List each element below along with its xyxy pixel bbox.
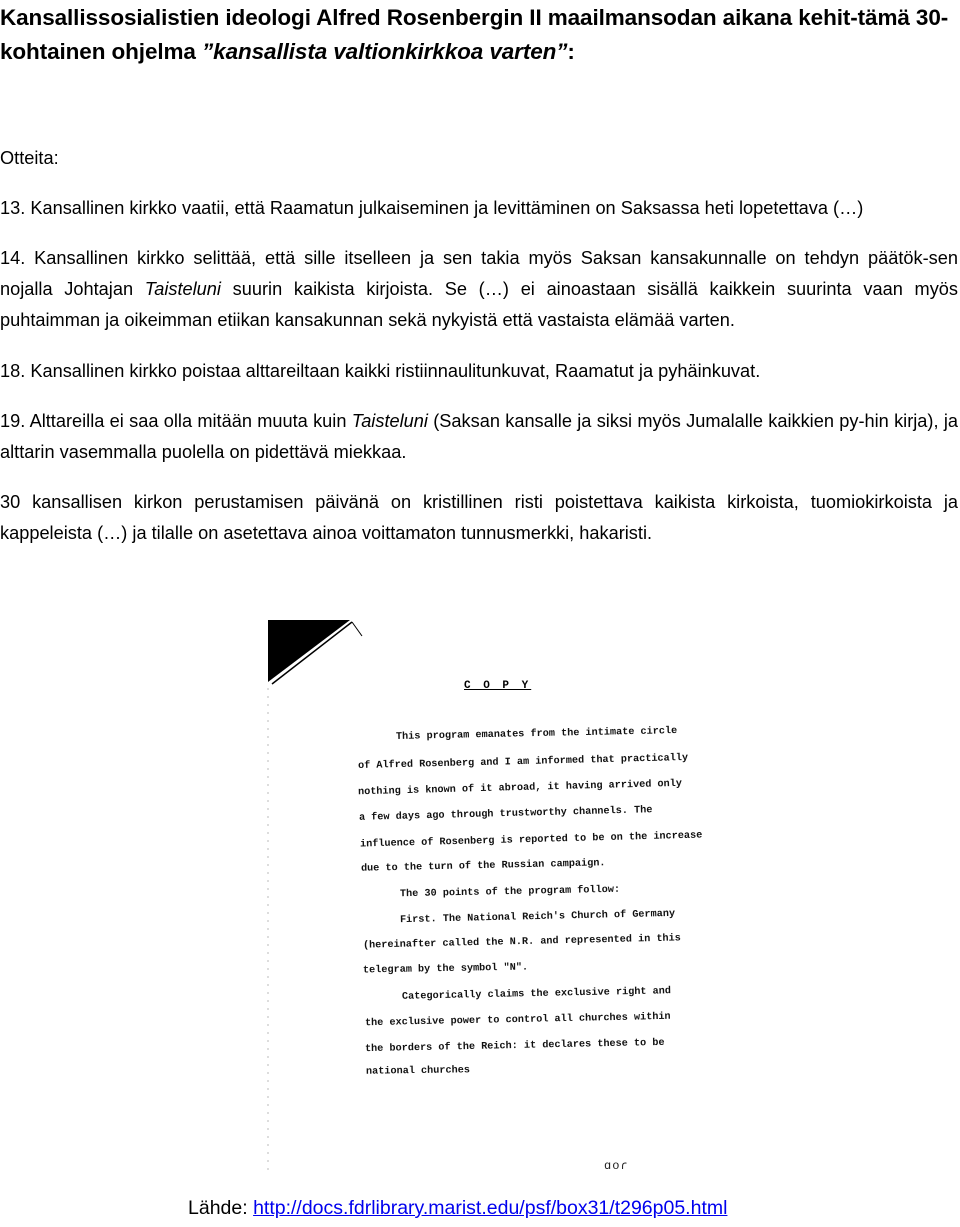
scan-line: of Alfred Rosenberg and I am informed that practically: [357, 752, 689, 773]
source-line: [188, 1193, 727, 1223]
scan-line: influence of Rosenberg is reported to be on the increase: [359, 830, 703, 851]
scan-line: (hereinafter called the N.R. and represented in this: [362, 933, 681, 952]
scan-line: the exclusive power to control all churches within: [364, 1011, 671, 1030]
page-title: [0, 1, 958, 69]
title-italic-text: ”kansallista valtionkirkkoa varten”: [202, 39, 568, 64]
paragraph-14-text: 14. Kansallinen kirkko selittää, että sille itselleen ja sen takia myös Saksan kansakunnalle on tehdyn päätök-sen nojalla Johtajan: [0, 248, 958, 299]
scan-line: the borders of the Reich: it declares these to be: [364, 1037, 665, 1056]
scanned-document-image: [268, 620, 703, 1175]
scan-copy-heading: C O P Y: [464, 680, 532, 692]
paragraph-14: [0, 243, 958, 336]
paragraph-30: 30 kansallisen kirkon perustamisen päivänä on kristillinen risti poistettava kaikista kirkoista, tuomiokirkoista ja kappeleista (…) ja tilalle on asetettava ainoa voittamaton tunnusmerkki, hakaristi.: [0, 492, 958, 543]
paragraph-14-book-title: Taisteluni: [144, 279, 221, 299]
paragraph-19-text-end: (Saksan kansalle ja siksi myös Jumalalle kaikkien py-hin kirja), ja alttarin vasemmalla puolella on pidettävä miekkaa.: [0, 411, 958, 462]
scan-line: due to the turn of the Russian campaign.: [360, 858, 606, 875]
scan-line: national churches: [365, 1065, 471, 1078]
source-label: Lähde:: [188, 1197, 254, 1219]
scan-line: nothing is known of it abroad, it having arrived only: [357, 778, 683, 799]
paragraph-19: [0, 406, 958, 468]
scan-page-mark: ɑoɾ: [604, 1159, 629, 1173]
title-text: Kansallissosialistien ideologi Alfred Rosenbergin II maailmansodan aikana kehit-tämä 30-kohtainen ohjelma: [0, 5, 949, 64]
scan-line: telegram by the symbol "N".: [362, 962, 529, 977]
paragraph-14-text-end: suurin kaikista kirjoista. Se (…) ei ainoastaan sisällä kaikkein suurinta vaan myös puhtaimman ja oikeimman etiikan kansakunnan sekä nykyistä että vastaista elämää varten.: [0, 279, 958, 330]
scan-line: This program emanates from the intimate circle: [395, 726, 678, 743]
paragraph-18: 18. Kansallinen kirkko poistaa alttareiltaan kaikki ristiinnaulitunkuvat, Raamatut ja pyhäinkuvat.: [0, 361, 761, 381]
scan-line: First. The National Reich's Church of Germany: [399, 908, 676, 927]
scan-line: a few days ago through trustworthy channels. The: [358, 805, 653, 824]
paragraph-13: 13. Kansallinen kirkko vaatii, että Raamatun julkaiseminen ja levittäminen on Saksassa heti lopetettava (…): [0, 198, 864, 218]
paragraph-19-text: 19. Alttareilla ei saa olla mitään muuta kuin: [0, 411, 352, 431]
scan-line: The 30 points of the program follow:: [399, 884, 621, 901]
intro-label: Otteita:: [0, 148, 59, 168]
paragraph-19-book-title: Taisteluni: [351, 411, 428, 431]
title-suffix: :: [567, 39, 575, 64]
source-link[interactable]: http://docs.fdrlibrary.marist.edu/psf/box31/t296p05.html: [253, 1197, 728, 1219]
scan-line: Categorically claims the exclusive right and: [401, 986, 672, 1003]
